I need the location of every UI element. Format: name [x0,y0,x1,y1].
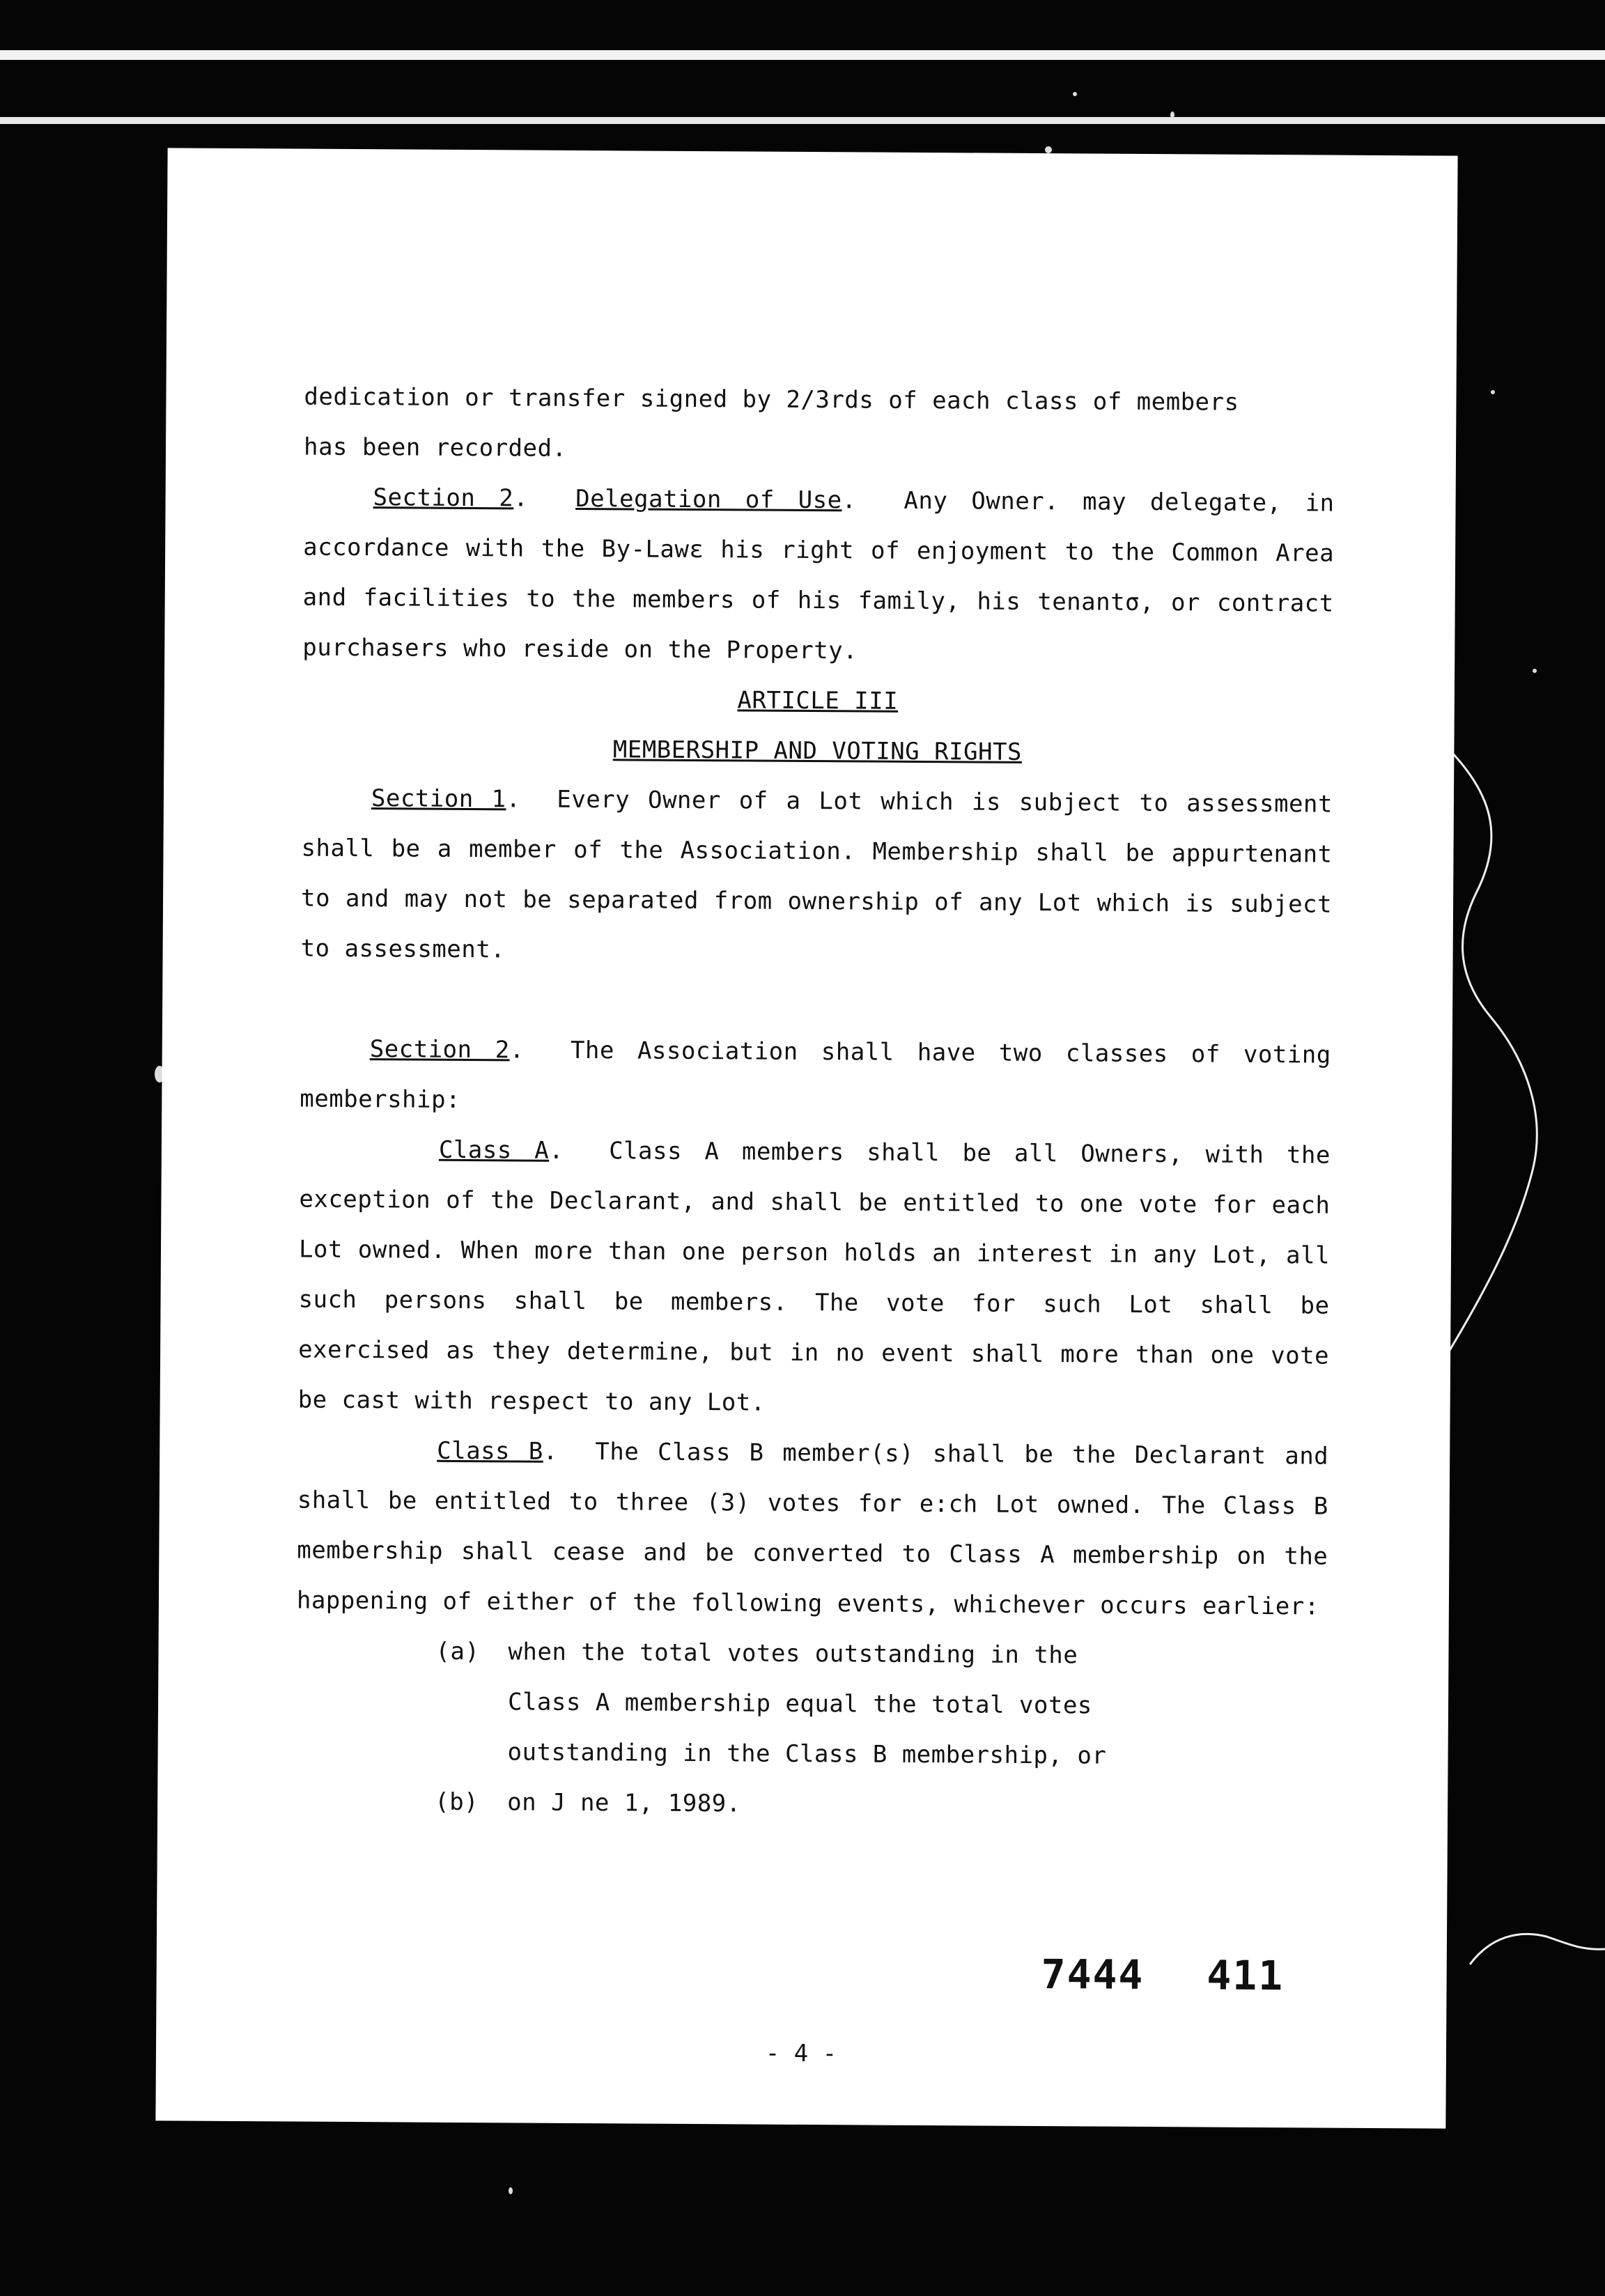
stamp-book-number: 7444 [1041,1950,1145,1999]
article-heading: ARTICLE III [737,686,899,715]
section-label: Section 2 [369,1035,510,1064]
article-3-section-1: Section 1. Every Owner of a Lot which is subject to assessment shall be a member of the Association. Membership shall be appurtenant to and may not be separated from ownership of any Lot which is subject to assessment. [300,784,1333,964]
class-label: Class B [437,1436,543,1466]
list-text: on J ne 1, 1989. [507,1788,741,1818]
class-text: Class A members shall be all Owners, with the exception of the Declarant, and shall be entitled to one vote for each Lot owned. When more than one person holds an interest in any Lot, all such persons shall be members. The vote for such Lot shall be exercised as they determine, but in no event shall more than one vote be cast with respect to any Lot. [297,1137,1331,1417]
class-a-paragraph: Class A. Class A members shall be all Owners, with the exception of the Declarant, and shall be entitled to one vote for each Lot owned. When more than one person holds an interest in any Lot, all such persons shall be members. The vote for such Lot shall be exercised as they determine, but in no event shall more than one vote be cast with respect to any Lot. [297,1135,1331,1417]
scan-speck [1533,669,1537,673]
section-label: Section 1 [371,784,506,814]
scan-speck [1045,146,1052,153]
class-label: Class A [438,1135,550,1165]
recording-stamp [1041,1950,1284,1999]
scan-edge-secondary [0,117,1605,124]
class-text: The Class B member(s) shall be the Declarant and shall be entitled to three (3) votes for e:ch Lot owned. The Class B membership shall cease and be converted to Class A membership on the happening of either of the following events, whichever occurs earlier: [296,1438,1329,1621]
stamp-page-number: 411 [1207,1951,1285,2000]
list-label: (a) [435,1637,480,1666]
class-b-paragraph: Class B. The Class B member(s) shall be the Declarant and shall be entitled to three (3) votes for e:ch Lot owned. The Class B membership shall cease and be converted to Class A membership on the happening of either of the following events, whichever occurs earlier: [296,1436,1329,1621]
list-item-b [435,1777,1326,1833]
document-page [155,148,1457,2128]
list-item-a [435,1627,1327,1783]
section-text: Any Owner. may delegate, in accordance with the By-Lawε his right of enjoyment to the Common Area and facilities to the members of his family, his tenantσ, or contract purchasers who reside on the Property. [302,486,1335,665]
scan-speck [509,2187,513,2194]
list-text: when the total votes outstanding in the Class A membership equal the total votes outstanding in the Class B membership, or [507,1638,1107,1770]
scan-speck [1491,390,1495,394]
paper-edge-curl [1449,752,1605,2006]
section-text: The Association shall have two classes of voting membership: [300,1036,1331,1114]
scan-speck [1170,111,1174,118]
section-title: Delegation of Use [575,484,842,515]
scan-edge-top [0,50,1605,60]
paragraph-continuation: dedication or transfer signed by 2/3rds of each class of members has been recorded. [303,382,1239,463]
scan-speck [1073,92,1077,96]
section-text: Every Owner of a Lot which is subject to assessment shall be a member of the Association. Membership shall be appurtenant to and may not be separated from ownership of any Lot which is subject to assessment. [300,785,1333,964]
page-number: - 4 - [765,2039,837,2068]
document-body [295,372,1335,1833]
article-3-section-2: Section 2. The Association shall have two classes of voting membership: [300,1035,1331,1114]
section-label: Section 2 [373,483,514,513]
list-label: (b) [435,1787,479,1817]
article-subheading: MEMBERSHIP AND VOTING RIGHTS [612,736,1023,766]
section-2-delegation: Section 2. Delegation of Use. Any Owner. may delegate, in accordance with the By-Lawε his right of enjoyment to the Common Area and facilities to the members of his family, his tenantσ, or contract purchasers who reside on the Property. [302,483,1335,665]
